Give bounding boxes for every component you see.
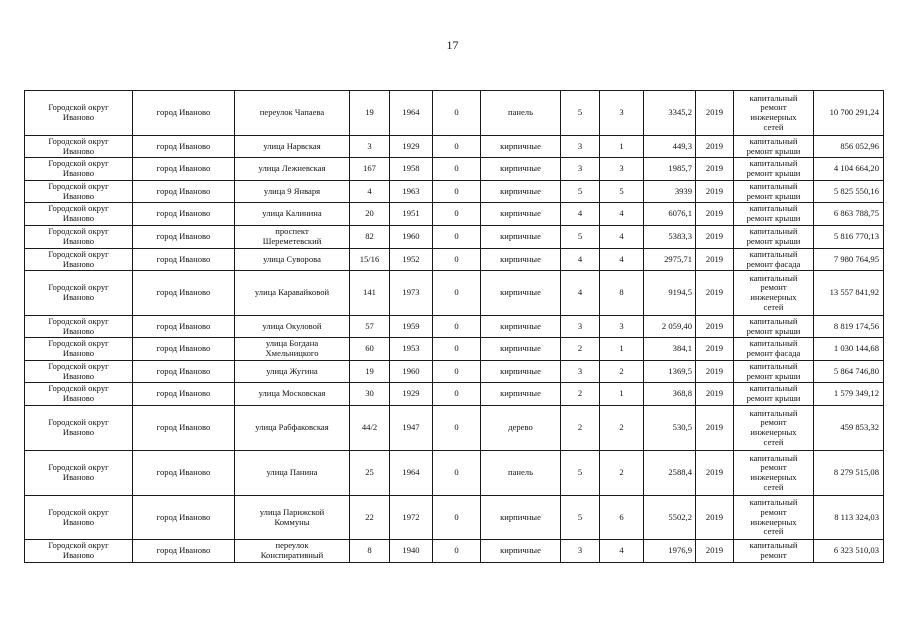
- entrances-cell: 4: [600, 540, 644, 563]
- renovation-year-cell: 0: [433, 451, 481, 496]
- area-cell: 3345,2: [644, 91, 696, 136]
- house-number-cell: 141: [350, 271, 390, 316]
- entrances-cell: 2: [600, 406, 644, 451]
- area-cell: 1369,5: [644, 361, 696, 383]
- floors-cell: 5: [561, 226, 600, 249]
- city-cell: город Иваново: [133, 181, 235, 203]
- street-cell: улица Калинина: [235, 203, 350, 226]
- street-cell: улица Богдана Хмельницкого: [235, 338, 350, 361]
- city-cell: город Иваново: [133, 249, 235, 271]
- district-cell: Городской округ Иваново: [25, 203, 133, 226]
- floors-cell: 3: [561, 158, 600, 181]
- area-cell: 6076,1: [644, 203, 696, 226]
- wall-material-cell: кирпичные: [481, 361, 561, 383]
- cost-cell: 6 863 788,75: [814, 203, 884, 226]
- district-cell: Городской округ Иваново: [25, 316, 133, 338]
- work-type-cell: капитальный ремонт инженерных сетей: [734, 91, 814, 136]
- floors-cell: 5: [561, 451, 600, 496]
- plan-year-cell: 2019: [696, 226, 734, 249]
- wall-material-cell: кирпичные: [481, 540, 561, 563]
- plan-year-cell: 2019: [696, 271, 734, 316]
- cost-cell: 856 052,96: [814, 136, 884, 158]
- build-year-cell: 1972: [390, 496, 433, 540]
- district-cell: Городской округ Иваново: [25, 249, 133, 271]
- table-row: [25, 226, 884, 249]
- house-number-cell: 19: [350, 361, 390, 383]
- house-number-cell: 3: [350, 136, 390, 158]
- table-row: [25, 181, 884, 203]
- build-year-cell: 1963: [390, 181, 433, 203]
- district-cell: Городской округ Иваново: [25, 406, 133, 451]
- floors-cell: 3: [561, 361, 600, 383]
- city-cell: город Иваново: [133, 338, 235, 361]
- build-year-cell: 1940: [390, 540, 433, 563]
- plan-year-cell: 2019: [696, 496, 734, 540]
- table-row: [25, 361, 884, 383]
- house-number-cell: 20: [350, 203, 390, 226]
- city-cell: город Иваново: [133, 271, 235, 316]
- house-number-cell: 167: [350, 158, 390, 181]
- cost-cell: 1 579 349,12: [814, 383, 884, 406]
- table-row: [25, 203, 884, 226]
- renovation-year-cell: 0: [433, 496, 481, 540]
- work-type-cell: капитальный ремонт крыши: [734, 361, 814, 383]
- work-type-cell: капитальный ремонт крыши: [734, 383, 814, 406]
- street-cell: улица Каравайковой: [235, 271, 350, 316]
- district-cell: Городской округ Иваново: [25, 496, 133, 540]
- work-type-cell: капитальный ремонт крыши: [734, 158, 814, 181]
- district-cell: Городской округ Иваново: [25, 136, 133, 158]
- wall-material-cell: кирпичные: [481, 181, 561, 203]
- house-number-cell: 30: [350, 383, 390, 406]
- district-cell: Городской округ Иваново: [25, 338, 133, 361]
- renovation-year-cell: 0: [433, 249, 481, 271]
- wall-material-cell: дерево: [481, 406, 561, 451]
- cost-cell: 6 323 510,03: [814, 540, 884, 563]
- house-number-cell: 82: [350, 226, 390, 249]
- build-year-cell: 1929: [390, 383, 433, 406]
- build-year-cell: 1929: [390, 136, 433, 158]
- cost-cell: 459 853,32: [814, 406, 884, 451]
- house-number-cell: 25: [350, 451, 390, 496]
- city-cell: город Иваново: [133, 496, 235, 540]
- wall-material-cell: кирпичные: [481, 136, 561, 158]
- entrances-cell: 3: [600, 158, 644, 181]
- city-cell: город Иваново: [133, 91, 235, 136]
- floors-cell: 3: [561, 540, 600, 563]
- plan-year-cell: 2019: [696, 136, 734, 158]
- work-type-cell: капитальный ремонт фасада: [734, 249, 814, 271]
- floors-cell: 4: [561, 203, 600, 226]
- build-year-cell: 1953: [390, 338, 433, 361]
- area-cell: 3939: [644, 181, 696, 203]
- house-number-cell: 57: [350, 316, 390, 338]
- street-cell: улица Рабфаковская: [235, 406, 350, 451]
- renovation-year-cell: 0: [433, 226, 481, 249]
- table-row: [25, 158, 884, 181]
- work-type-cell: капитальный ремонт инженерных сетей: [734, 451, 814, 496]
- build-year-cell: 1964: [390, 451, 433, 496]
- floors-cell: 3: [561, 316, 600, 338]
- house-number-cell: 44/2: [350, 406, 390, 451]
- table-row: [25, 540, 884, 563]
- entrances-cell: 1: [600, 338, 644, 361]
- plan-year-cell: 2019: [696, 451, 734, 496]
- build-year-cell: 1952: [390, 249, 433, 271]
- city-cell: город Иваново: [133, 451, 235, 496]
- street-cell: улица Нарвская: [235, 136, 350, 158]
- plan-year-cell: 2019: [696, 383, 734, 406]
- renovation-year-cell: 0: [433, 540, 481, 563]
- renovation-year-cell: 0: [433, 338, 481, 361]
- city-cell: город Иваново: [133, 203, 235, 226]
- street-cell: улица Московская: [235, 383, 350, 406]
- table-row: [25, 338, 884, 361]
- area-cell: 530,5: [644, 406, 696, 451]
- street-cell: переулок Конспиративный: [235, 540, 350, 563]
- floors-cell: 5: [561, 181, 600, 203]
- plan-year-cell: 2019: [696, 406, 734, 451]
- registry-table: [24, 90, 884, 563]
- area-cell: 2 059,40: [644, 316, 696, 338]
- table-row: [25, 496, 884, 540]
- area-cell: 449,3: [644, 136, 696, 158]
- renovation-year-cell: 0: [433, 361, 481, 383]
- work-type-cell: капитальный ремонт инженерных сетей: [734, 271, 814, 316]
- plan-year-cell: 2019: [696, 181, 734, 203]
- district-cell: Городской округ Иваново: [25, 451, 133, 496]
- table-row: [25, 451, 884, 496]
- entrances-cell: 8: [600, 271, 644, 316]
- table-row: [25, 91, 884, 136]
- plan-year-cell: 2019: [696, 158, 734, 181]
- work-type-cell: капитальный ремонт крыши: [734, 203, 814, 226]
- floors-cell: 5: [561, 496, 600, 540]
- plan-year-cell: 2019: [696, 91, 734, 136]
- cost-cell: 7 980 764,95: [814, 249, 884, 271]
- district-cell: Городской округ Иваново: [25, 383, 133, 406]
- floors-cell: 2: [561, 338, 600, 361]
- street-cell: улица Окуловой: [235, 316, 350, 338]
- street-cell: улица Парижской Коммуны: [235, 496, 350, 540]
- work-type-cell: капитальный ремонт крыши: [734, 226, 814, 249]
- area-cell: 2588,4: [644, 451, 696, 496]
- plan-year-cell: 2019: [696, 540, 734, 563]
- wall-material-cell: кирпичные: [481, 316, 561, 338]
- district-cell: Городской округ Иваново: [25, 361, 133, 383]
- wall-material-cell: кирпичные: [481, 203, 561, 226]
- build-year-cell: 1964: [390, 91, 433, 136]
- work-type-cell: капитальный ремонт крыши: [734, 316, 814, 338]
- plan-year-cell: 2019: [696, 361, 734, 383]
- plan-year-cell: 2019: [696, 316, 734, 338]
- cost-cell: 10 700 291,24: [814, 91, 884, 136]
- wall-material-cell: панель: [481, 91, 561, 136]
- area-cell: 1976,9: [644, 540, 696, 563]
- entrances-cell: 2: [600, 451, 644, 496]
- work-type-cell: капитальный ремонт инженерных сетей: [734, 406, 814, 451]
- area-cell: 9194,5: [644, 271, 696, 316]
- entrances-cell: 4: [600, 226, 644, 249]
- table-row: [25, 383, 884, 406]
- entrances-cell: 4: [600, 203, 644, 226]
- cost-cell: 8 819 174,56: [814, 316, 884, 338]
- plan-year-cell: 2019: [696, 249, 734, 271]
- city-cell: город Иваново: [133, 226, 235, 249]
- cost-cell: 1 030 144,68: [814, 338, 884, 361]
- wall-material-cell: кирпичные: [481, 158, 561, 181]
- build-year-cell: 1947: [390, 406, 433, 451]
- renovation-year-cell: 0: [433, 406, 481, 451]
- street-cell: улица Жугина: [235, 361, 350, 383]
- wall-material-cell: панель: [481, 451, 561, 496]
- area-cell: 5502,2: [644, 496, 696, 540]
- build-year-cell: 1973: [390, 271, 433, 316]
- floors-cell: 2: [561, 406, 600, 451]
- area-cell: 1985,7: [644, 158, 696, 181]
- table-row: [25, 136, 884, 158]
- house-number-cell: 19: [350, 91, 390, 136]
- district-cell: Городской округ Иваново: [25, 91, 133, 136]
- entrances-cell: 3: [600, 91, 644, 136]
- street-cell: улица Панина: [235, 451, 350, 496]
- cost-cell: 5 864 746,80: [814, 361, 884, 383]
- renovation-year-cell: 0: [433, 271, 481, 316]
- city-cell: город Иваново: [133, 316, 235, 338]
- plan-year-cell: 2019: [696, 338, 734, 361]
- district-cell: Городской округ Иваново: [25, 271, 133, 316]
- renovation-year-cell: 0: [433, 91, 481, 136]
- table-row: [25, 406, 884, 451]
- renovation-year-cell: 0: [433, 158, 481, 181]
- district-cell: Городской округ Иваново: [25, 226, 133, 249]
- district-cell: Городской округ Иваново: [25, 540, 133, 563]
- house-number-cell: 4: [350, 181, 390, 203]
- wall-material-cell: кирпичные: [481, 338, 561, 361]
- city-cell: город Иваново: [133, 406, 235, 451]
- area-cell: 2975,71: [644, 249, 696, 271]
- renovation-year-cell: 0: [433, 316, 481, 338]
- build-year-cell: 1959: [390, 316, 433, 338]
- table-row: [25, 249, 884, 271]
- renovation-year-cell: 0: [433, 136, 481, 158]
- entrances-cell: 1: [600, 383, 644, 406]
- page-number: 17: [446, 38, 459, 52]
- floors-cell: 5: [561, 91, 600, 136]
- house-number-cell: 22: [350, 496, 390, 540]
- city-cell: город Иваново: [133, 540, 235, 563]
- entrances-cell: 3: [600, 316, 644, 338]
- house-number-cell: 15/16: [350, 249, 390, 271]
- cost-cell: 5 825 550,16: [814, 181, 884, 203]
- wall-material-cell: кирпичные: [481, 383, 561, 406]
- wall-material-cell: кирпичные: [481, 249, 561, 271]
- floors-cell: 4: [561, 249, 600, 271]
- build-year-cell: 1958: [390, 158, 433, 181]
- district-cell: Городской округ Иваново: [25, 181, 133, 203]
- city-cell: город Иваново: [133, 136, 235, 158]
- plan-year-cell: 2019: [696, 203, 734, 226]
- cost-cell: 5 816 770,13: [814, 226, 884, 249]
- district-cell: Городской округ Иваново: [25, 158, 133, 181]
- renovation-year-cell: 0: [433, 203, 481, 226]
- floors-cell: 4: [561, 271, 600, 316]
- city-cell: город Иваново: [133, 383, 235, 406]
- cost-cell: 8 113 324,03: [814, 496, 884, 540]
- house-number-cell: 60: [350, 338, 390, 361]
- wall-material-cell: кирпичные: [481, 226, 561, 249]
- floors-cell: 2: [561, 383, 600, 406]
- street-cell: улица 9 Января: [235, 181, 350, 203]
- city-cell: город Иваново: [133, 361, 235, 383]
- wall-material-cell: кирпичные: [481, 496, 561, 540]
- build-year-cell: 1951: [390, 203, 433, 226]
- house-number-cell: 8: [350, 540, 390, 563]
- street-cell: улица Суворова: [235, 249, 350, 271]
- build-year-cell: 1960: [390, 226, 433, 249]
- work-type-cell: капитальный ремонт крыши: [734, 136, 814, 158]
- cost-cell: 13 557 841,92: [814, 271, 884, 316]
- build-year-cell: 1960: [390, 361, 433, 383]
- entrances-cell: 4: [600, 249, 644, 271]
- floors-cell: 3: [561, 136, 600, 158]
- entrances-cell: 6: [600, 496, 644, 540]
- city-cell: город Иваново: [133, 158, 235, 181]
- area-cell: 384,1: [644, 338, 696, 361]
- cost-cell: 8 279 515,08: [814, 451, 884, 496]
- renovation-year-cell: 0: [433, 181, 481, 203]
- work-type-cell: капитальный ремонт фасада: [734, 338, 814, 361]
- work-type-cell: капитальный ремонт крыши: [734, 181, 814, 203]
- area-cell: 368,8: [644, 383, 696, 406]
- street-cell: проспект Шереметевский: [235, 226, 350, 249]
- table-row: [25, 271, 884, 316]
- wall-material-cell: кирпичные: [481, 271, 561, 316]
- area-cell: 5383,3: [644, 226, 696, 249]
- cost-cell: 4 104 664,20: [814, 158, 884, 181]
- table-row: [25, 316, 884, 338]
- entrances-cell: 1: [600, 136, 644, 158]
- entrances-cell: 2: [600, 361, 644, 383]
- work-type-cell: капитальный ремонт инженерных сетей: [734, 496, 814, 540]
- table-body: [25, 91, 884, 563]
- entrances-cell: 5: [600, 181, 644, 203]
- work-type-cell: капитальный ремонт: [734, 540, 814, 563]
- renovation-year-cell: 0: [433, 383, 481, 406]
- street-cell: улица Лежневская: [235, 158, 350, 181]
- street-cell: переулок Чапаева: [235, 91, 350, 136]
